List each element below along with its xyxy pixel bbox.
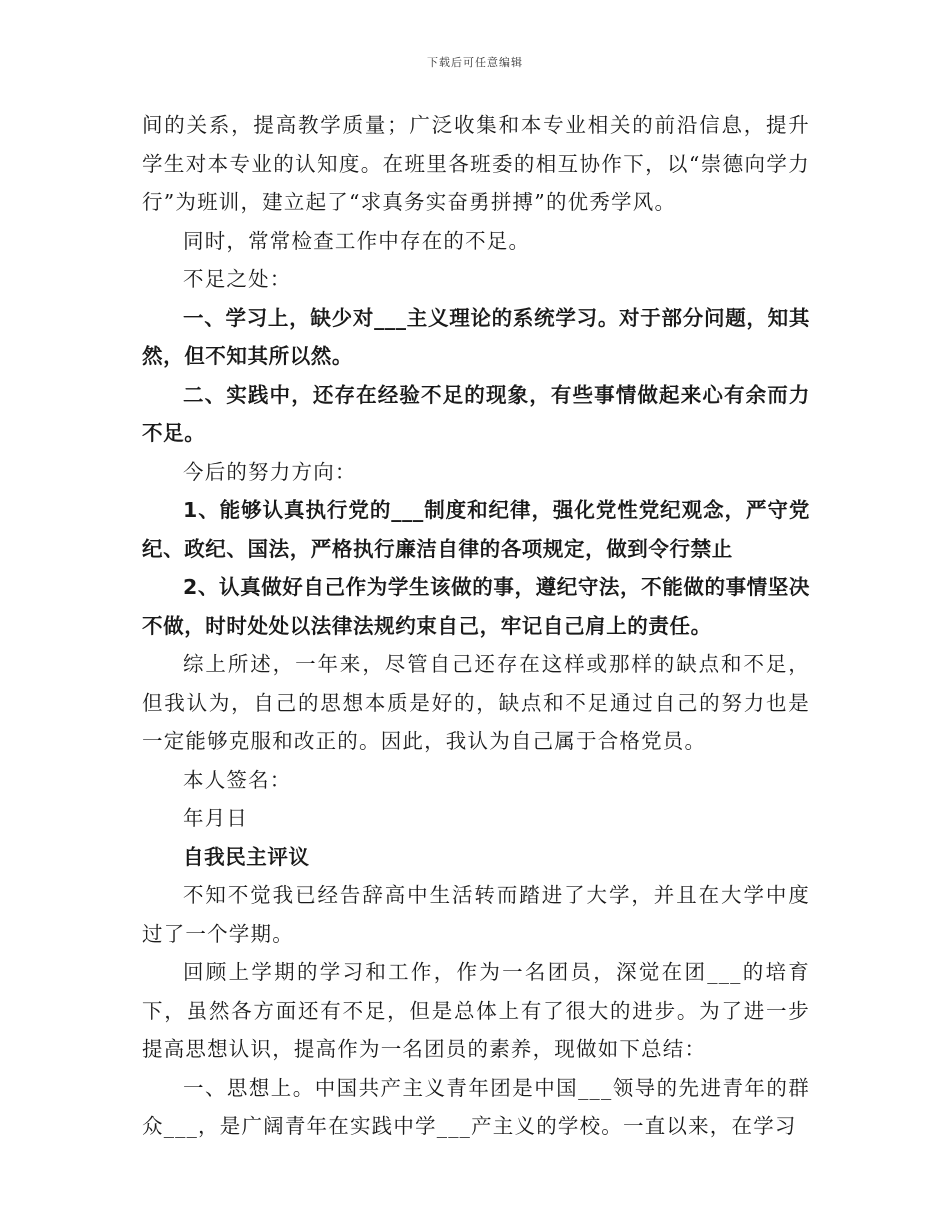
shortcoming-item-1: 一、学习上，缺少对___主义理论的系统学习。对于部分问题，知其然，但不知其所以然。 [142, 305, 810, 368]
paragraph-continuation: 间的关系，提高教学质量；广泛收集和本专业相关的前沿信息，提升学生对本专业的认知度。在班里各班委的相互协作下，以“崇德向学力行”为班训，建立起了“求真务实奋勇拼搏”的优秀学风。 [142, 113, 810, 214]
direction-item-1: 1、能够认真执行党的___制度和纪律，强化党性党纪观念，严守党纪、政纪、国法，严格执行廉洁自律的各项规定，做到令行禁止 [142, 498, 810, 561]
date-label: 年月日 [183, 806, 249, 830]
paragraph-ideology: 一、思想上。中国共产主义青年团是中国___领导的先进青年的群众___，是广阔青年在实践中学___产主义的学校。一直以来，在学习 [142, 1075, 810, 1138]
page-header: 下载后可任意编辑 [427, 56, 523, 69]
heading-future-direction: 今后的努力方向： [183, 459, 357, 484]
paragraph-intro: 不知不觉我已经告辞高中生活转而踏进了大学，并且在大学中度过了一个学期。 [142, 883, 810, 946]
paragraph-shortcomings-intro: 同时，常常检查工作中存在的不足。 [183, 228, 531, 253]
direction-item-2: 2、认真做好自己作为学生该做的事，遵纪守法，不能做的事情坚决不做，时时处处以法律法规约束自己，牢记自己肩上的责任。 [142, 575, 810, 638]
document-body [142, 106, 810, 1146]
signature-label: 本人签名： [183, 767, 292, 792]
paragraph-summary: 综上所述，一年来，尽管自己还存在这样或那样的缺点和不足，但我认为，自己的思想本质是好的，缺点和不足通过自己的努力也是一定能够克服和改正的。因此，我认为自己属于合格党员。 [142, 652, 810, 753]
section-title: 自我民主评议 [183, 844, 310, 869]
paragraph-review: 回顾上学期的学习和工作，作为一名团员，深觉在团___的培育下，虽然各方面还有不足，但是总体上有了很大的进步。为了进一步提高思想认识，提高作为一名团员的素养，现做如下总结： [142, 960, 810, 1061]
shortcoming-item-2: 二、实践中，还存在经验不足的现象，有些事情做起来心有余而力不足。 [142, 382, 810, 445]
heading-shortcomings: 不足之处： [183, 267, 292, 291]
